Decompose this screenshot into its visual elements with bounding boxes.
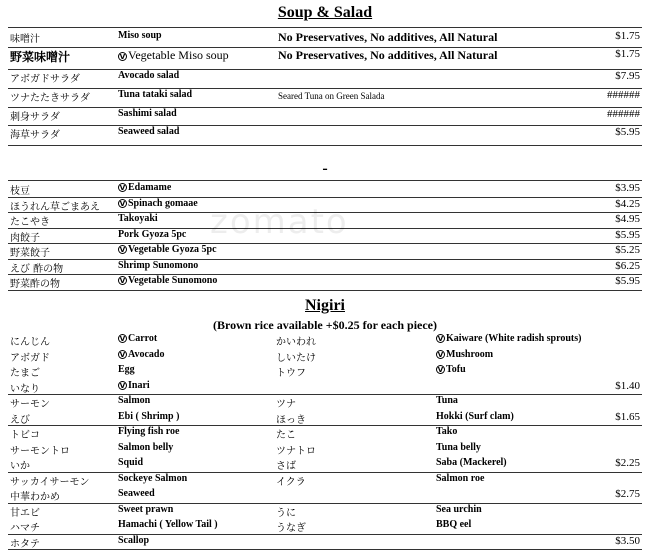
item-english-text: Miso soup <box>118 30 162 41</box>
item-english-name <box>436 519 471 530</box>
item-english-name <box>118 108 177 119</box>
item-english-name <box>436 364 466 375</box>
item-english-text: Shrimp Sunomono <box>118 259 199 271</box>
appetizers-title: - <box>322 160 328 177</box>
item-english-name <box>118 535 149 546</box>
item-english-text: Ebi ( Shrimp ) <box>118 410 180 422</box>
nigiri-row <box>8 426 642 442</box>
item-english-text: Sashimi salad <box>118 108 177 119</box>
item-english-name <box>118 182 171 193</box>
item-japanese-name: たこ <box>276 430 296 441</box>
item-japanese-name: たこやき <box>10 217 50 228</box>
item-japanese-name: ほうれん草ごまあえ <box>10 201 100 213</box>
vegetarian-icon: V <box>437 335 444 344</box>
item-japanese-name: ツナたたきサラダ <box>10 93 90 104</box>
item-japanese-name: さば <box>276 461 296 472</box>
item-japanese-name: トビコ <box>10 430 40 441</box>
vegetarian-icon: V <box>119 277 126 286</box>
item-english-text: Mushroom <box>446 348 494 360</box>
item-english-name <box>118 126 179 137</box>
item-english-name <box>436 349 493 360</box>
nigiri-row <box>8 535 642 551</box>
item-english-name <box>436 504 482 515</box>
item-english-text: Sockeye Salmon <box>118 472 188 484</box>
nigiri-subtitle: (Brown rice available +$0.25 for each piece) <box>212 318 437 332</box>
item-english-name <box>436 426 457 437</box>
item-japanese-name: ハマチ <box>10 523 40 534</box>
item-japanese-name: 中華わかめ <box>10 492 60 503</box>
item-english-name <box>118 229 186 240</box>
nigiri-row <box>8 411 642 427</box>
item-price: ###### <box>607 108 640 120</box>
item-japanese-name: うに <box>276 507 296 519</box>
nigiri-row <box>8 457 642 473</box>
item-english-name <box>436 473 484 484</box>
item-english-name <box>118 457 143 468</box>
item-japanese-name: かいわれ <box>276 337 316 348</box>
item-english-name <box>118 30 162 41</box>
item-english-name <box>436 442 481 453</box>
item-english-text: Kaiware (White radish sprouts) <box>446 333 582 344</box>
menu-row <box>8 182 642 198</box>
item-price: $1.75 <box>615 30 640 42</box>
item-english-text: Vegetable Miso soup <box>128 48 229 62</box>
item-japanese-name: サーモントロ <box>10 445 70 457</box>
menu-row <box>8 70 642 89</box>
item-english-name <box>436 333 581 344</box>
item-english-text: Vegetable Gyoza 5pc <box>128 244 217 255</box>
vegetarian-icon: V <box>119 52 126 61</box>
item-english-name <box>118 333 157 344</box>
item-english-text: Takoyaki <box>118 213 158 224</box>
item-english-name <box>118 48 229 63</box>
item-japanese-name: サッカイサーモン <box>10 476 90 488</box>
item-japanese-name: 海草サラダ <box>10 130 60 141</box>
item-english-name <box>118 198 198 209</box>
vegetarian-icon: V <box>119 246 126 255</box>
item-price: $2.25 <box>615 457 640 469</box>
nigiri-row <box>8 473 642 489</box>
item-price: $5.95 <box>615 228 640 241</box>
item-english-name <box>118 364 135 375</box>
divider <box>8 180 642 181</box>
nigiri-row <box>8 488 642 504</box>
item-japanese-name: 野菜餃子 <box>10 248 50 259</box>
item-english-name <box>118 275 217 286</box>
nigiri-row <box>8 333 642 349</box>
item-english-name <box>118 213 158 224</box>
item-english-name <box>436 395 458 406</box>
item-price: $3.50 <box>615 534 640 547</box>
item-japanese-name: ホタテ <box>10 538 40 550</box>
item-english-name <box>118 442 173 453</box>
vegetarian-icon: V <box>119 350 126 359</box>
item-english-text: Tuna tataki salad <box>118 89 193 100</box>
item-japanese-name: 刺身サラダ <box>10 112 60 123</box>
nigiri-row <box>8 504 642 520</box>
item-japanese-name: えび 酢の物 <box>10 263 64 275</box>
item-japanese-name: しいたけ <box>276 352 316 364</box>
item-price: $1.75 <box>615 48 640 60</box>
item-english-text: Edamame <box>128 182 172 193</box>
item-japanese-name: うなぎ <box>276 523 306 534</box>
item-japanese-name: 枝豆 <box>10 186 30 197</box>
item-english-name <box>436 457 507 468</box>
item-price: $6.25 <box>615 259 640 272</box>
item-japanese-name: いか <box>10 461 30 472</box>
item-english-name <box>118 426 179 437</box>
item-english-text: Spinach gomaae <box>128 197 198 209</box>
item-japanese-name: サーモン <box>10 399 50 410</box>
item-japanese-name: たまご <box>10 368 40 379</box>
item-japanese-name: 味噌汁 <box>10 34 40 45</box>
item-english-name <box>118 244 217 255</box>
item-japanese-name: にんじん <box>10 337 50 348</box>
item-english-name <box>118 473 187 484</box>
item-english-text: Seaweed salad <box>118 126 180 137</box>
item-price: ###### <box>607 89 640 101</box>
soup-salad-title: Soup & Salad <box>277 4 373 21</box>
nigiri-title: Nigiri <box>305 297 345 314</box>
menu-row <box>8 48 642 70</box>
item-english-name <box>118 380 150 391</box>
divider <box>8 27 642 28</box>
item-english-name <box>118 260 198 271</box>
item-japanese-name: ツナ <box>276 399 296 410</box>
nigiri-row <box>8 364 642 380</box>
item-price: $2.75 <box>615 488 640 500</box>
item-english-text: Pork Gyoza 5pc <box>118 228 187 240</box>
item-english-text: Salmon belly <box>118 441 174 453</box>
item-japanese-name: イクラ <box>276 476 306 488</box>
menu-row <box>8 89 642 108</box>
item-japanese-name: 甘エビ <box>10 507 40 519</box>
vegetarian-icon: V <box>119 199 126 208</box>
item-english-text: Tuna belly <box>436 441 481 453</box>
item-japanese-name: 肉餃子 <box>10 232 40 244</box>
item-price: $1.65 <box>615 410 640 423</box>
item-english-name <box>118 411 179 422</box>
item-price: $1.40 <box>615 379 640 392</box>
item-japanese-name: 野菜酢の物 <box>10 279 60 290</box>
item-japanese-name: いなり <box>10 383 40 395</box>
item-japanese-name: 野菜味噌汁 <box>10 50 71 64</box>
item-english-text: Avocado <box>128 348 165 360</box>
item-english-text: Inari <box>128 379 150 391</box>
item-price: $3.95 <box>615 182 640 194</box>
item-price: $5.95 <box>615 275 640 287</box>
item-english-text: Saba (Mackerel) <box>436 457 507 468</box>
item-english-text: Egg <box>118 364 135 375</box>
item-english-text: Seaweed <box>118 488 155 499</box>
item-price: $4.25 <box>615 197 640 210</box>
item-english-text: Sweet prawn <box>118 503 174 515</box>
item-english-text: Vegetable Sunomono <box>128 275 218 286</box>
nigiri-row <box>8 395 642 411</box>
vegetarian-icon: V <box>437 350 444 359</box>
menu-row <box>8 260 642 276</box>
item-english-text: Tofu <box>446 364 466 375</box>
item-english-text: Tuna <box>436 395 458 406</box>
watermark-logo: zomato <box>210 202 349 242</box>
nigiri-row <box>8 349 642 365</box>
item-price: $4.95 <box>615 213 640 225</box>
item-english-name <box>118 70 179 81</box>
item-note: No Preservatives, No additives, All Natural <box>278 48 498 62</box>
item-english-text: Avocado salad <box>118 70 180 81</box>
item-price: $7.95 <box>615 70 640 82</box>
item-english-name <box>118 519 218 530</box>
nigiri-row <box>8 380 642 396</box>
item-note: Seared Tuna on Green Salada <box>278 91 385 101</box>
menu-row <box>8 126 642 146</box>
menu-row <box>8 244 642 260</box>
vegetarian-icon: V <box>119 381 126 390</box>
item-english-text: Hamachi ( Yellow Tail ) <box>118 519 218 530</box>
item-english-text: Salmon roe <box>436 472 485 484</box>
item-english-text: Squid <box>118 457 144 468</box>
item-english-name <box>118 488 155 499</box>
item-english-text: Carrot <box>128 333 158 344</box>
menu-row <box>8 30 642 48</box>
item-english-text: BBQ eel <box>436 519 472 530</box>
item-english-text: Scallop <box>118 534 150 546</box>
item-english-text: Sea urchin <box>436 503 482 515</box>
item-japanese-name: トウフ <box>276 368 306 379</box>
item-english-text: Flying fish roe <box>118 426 180 437</box>
vegetarian-icon: V <box>119 335 126 344</box>
item-english-name <box>118 349 164 360</box>
vegetarian-icon: V <box>437 366 444 375</box>
item-english-name <box>118 395 150 406</box>
nigiri-row <box>8 519 642 535</box>
item-english-name <box>118 504 173 515</box>
item-japanese-name: ツナトロ <box>276 445 316 457</box>
nigiri-row <box>8 442 642 458</box>
item-english-text: Salmon <box>118 395 151 406</box>
item-note: No Preservatives, No additives, All Natural <box>278 30 498 44</box>
menu-row <box>8 108 642 126</box>
item-japanese-name: ほっき <box>276 414 306 426</box>
item-english-name <box>118 89 192 100</box>
item-english-text: Hokki (Surf clam) <box>436 410 514 422</box>
menu-row <box>8 275 642 291</box>
item-japanese-name: アボガドサラダ <box>10 74 80 85</box>
vegetarian-icon: V <box>119 184 126 193</box>
item-price: $5.95 <box>615 126 640 138</box>
item-english-name <box>436 411 514 422</box>
item-english-text: Tako <box>436 426 458 437</box>
item-japanese-name: アボガド <box>10 352 50 364</box>
item-price: $5.25 <box>615 244 640 256</box>
item-japanese-name: えび <box>10 414 30 426</box>
